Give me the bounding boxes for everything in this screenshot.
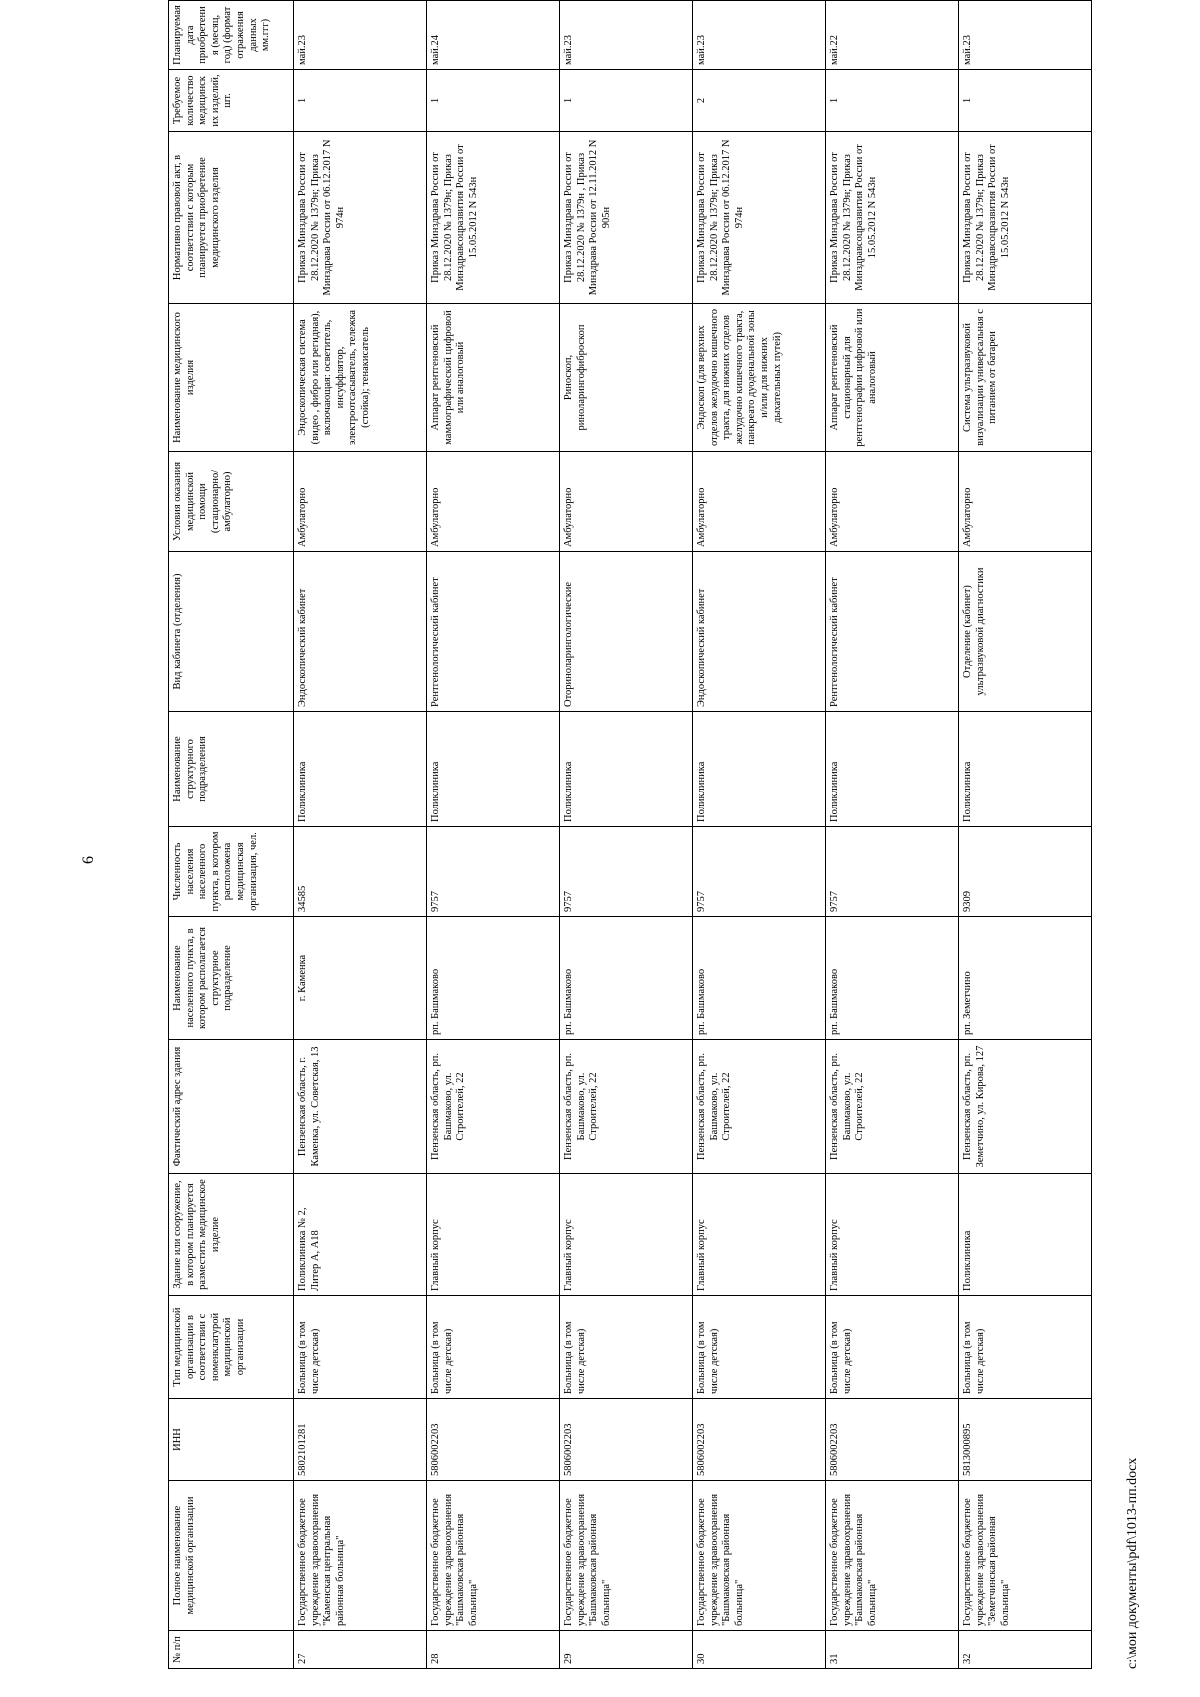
cell-unit: Поликлиника	[560, 712, 693, 827]
cell-device: Аппарат рентгеновский маммографический цифровой или аналоговый	[427, 304, 560, 452]
cell-org: Государственное бюджетное учреждение здравоохранения "Башмаковская районная больница"	[693, 1481, 826, 1631]
cell-act: Приказ Минздрава России от 28.12.2020 № 1379н; Приказ Минздрава России от 06.12.2017 N 974н	[693, 132, 826, 304]
cell-conditions: Амбулаторно	[826, 452, 959, 552]
cell-population: 9757	[560, 827, 693, 917]
equipment-table	[168, 0, 1092, 1669]
cell-qty: 1	[959, 70, 1092, 132]
header-device: Наименование медицинского изделия	[169, 304, 294, 452]
cell-building: Поликлиника № 2, Литер А, А18	[294, 1174, 427, 1296]
header-building: Здание или сооружение, в котором планируется разместить медицинское изделие	[169, 1174, 294, 1296]
cell-population: 9757	[693, 827, 826, 917]
cell-inn: 5806002203	[560, 1399, 693, 1481]
table-row	[693, 1, 826, 1669]
cell-population: 9757	[826, 827, 959, 917]
table-row	[959, 1, 1092, 1669]
cell-unit: Поликлиника	[693, 712, 826, 827]
cell-type: Больница (в том числе детская)	[959, 1296, 1092, 1399]
cell-type: Больница (в том числе детская)	[826, 1296, 959, 1399]
cell-inn: 5813000895	[959, 1399, 1092, 1481]
cell-locality: рп. Башмаково	[427, 917, 560, 1040]
cell-conditions: Амбулаторно	[294, 452, 427, 552]
cell-act: Приказ Минздрава России от 28.12.2020 № 1379н , Приказ Минздрава России от 12.11.2012 N 905н	[560, 132, 693, 304]
header-qty: Требуемое количество медицинских изделий, шт.	[169, 70, 294, 132]
table-row	[560, 1, 693, 1669]
cell-type: Больница (в том числе детская)	[294, 1296, 427, 1399]
cell-device: Риноскоп, риноларингофиброскоп	[560, 304, 693, 452]
cell-inn: 5806002203	[693, 1399, 826, 1481]
cell-date: май.23	[693, 1, 826, 70]
table-row	[294, 1, 427, 1669]
cell-population: 9757	[427, 827, 560, 917]
cell-unit: Поликлиника	[826, 712, 959, 827]
cell-address: Пензенская область, рп. Башмаково, ул. Строителей, 22	[826, 1040, 959, 1174]
cell-address: Пензенская область, рп. Башмаково, ул. Строителей, 22	[427, 1040, 560, 1174]
header-inn: ИНН	[169, 1399, 294, 1481]
cell-act: Приказ Минздрава России от 28.12.2020 № 1379н; Приказ Минздравсоцразвития России от 15.05.2012 N 543н	[826, 132, 959, 304]
cell-org: Государственное бюджетное учреждение здравоохранения "Каменская центральная районная больница"	[294, 1481, 427, 1631]
cell-inn: 5806002203	[826, 1399, 959, 1481]
cell-cabinet: Оториноларингологические	[560, 552, 693, 712]
cell-act: Приказ Минздрава России от 28.12.2020 № 1379н; Приказ Минздравсоцразвития России от 15.05.2012 N 543н	[427, 132, 560, 304]
cell-num: 28	[427, 1631, 560, 1669]
header-date: Планируемая дата приобретения (месяц, год) (формат отражения данных мм.ггг)	[169, 1, 294, 70]
header-act: Нормативно правовой акт, в соответствии с которым планируется приобретение медицинского изделия	[169, 132, 294, 304]
cell-conditions: Амбулаторно	[427, 452, 560, 552]
file-path-footer: c:\мои документы\pdf\1013-пп.docx	[1125, 1457, 1140, 1669]
cell-date: май.22	[826, 1, 959, 70]
cell-num: 31	[826, 1631, 959, 1669]
cell-date: май.23	[959, 1, 1092, 70]
table-row	[427, 1, 560, 1669]
cell-num: 32	[959, 1631, 1092, 1669]
cell-address: Пензенская область, г. Каменка, ул. Советская, 13	[294, 1040, 427, 1174]
cell-num: 27	[294, 1631, 427, 1669]
header-conditions: Условия оказания медицинской помощи (стационарно/ амбулаторно)	[169, 452, 294, 552]
cell-address: Пензенская область, рп. Башмаково, ул. Строителей, 22	[560, 1040, 693, 1174]
table-row	[826, 1, 959, 1669]
cell-type: Больница (в том числе детская)	[427, 1296, 560, 1399]
cell-unit: Поликлиника	[294, 712, 427, 827]
page-number: 6	[80, 856, 97, 864]
cell-qty: 1	[826, 70, 959, 132]
cell-building: Главный корпус	[826, 1174, 959, 1296]
cell-conditions: Амбулаторно	[693, 452, 826, 552]
cell-type: Больница (в том числе детская)	[693, 1296, 826, 1399]
cell-unit: Поликлиника	[959, 712, 1092, 827]
header-locality: Наименование населенного пункта, в котором располагается структурное подразделение	[169, 917, 294, 1040]
cell-conditions: Амбулаторно	[560, 452, 693, 552]
cell-qty: 1	[294, 70, 427, 132]
cell-date: май.23	[560, 1, 693, 70]
cell-locality: рп. Земетчино	[959, 917, 1092, 1040]
cell-act: Приказ Минздрава России от 28.12.2020 № 1379н; Приказ Минздравсоцразвития России от 15.05.2012 N 543н	[959, 132, 1092, 304]
cell-num: 30	[693, 1631, 826, 1669]
header-address: Фактический адрес здания	[169, 1040, 294, 1174]
cell-conditions: Амбулаторно	[959, 452, 1092, 552]
cell-org: Государственное бюджетное учреждение здравоохранения "Башмаковская районная больница"	[826, 1481, 959, 1631]
header-type: Тип медицинской организации в соответствии с номенклатурой медицинской организации	[169, 1296, 294, 1399]
table-header-row	[169, 1, 294, 1669]
cell-qty: 1	[427, 70, 560, 132]
cell-device: Эндоскопическая система (видео , фибро или регидная), включающая: осветитель, инсуффлятор, электроотсасыватель, тележка (стойка); тенакисатель	[294, 304, 427, 452]
header-population: Численность населения населенного пункта, в котором расположена медицинская организация, чел.	[169, 827, 294, 917]
cell-population: 34585	[294, 827, 427, 917]
cell-locality: г. Каменка	[294, 917, 427, 1040]
cell-cabinet: Рентгенологический кабинет	[826, 552, 959, 712]
cell-locality: рп. Башмаково	[826, 917, 959, 1040]
cell-date: май.24	[427, 1, 560, 70]
cell-locality: рп. Башмаково	[693, 917, 826, 1040]
cell-population: 9309	[959, 827, 1092, 917]
cell-device: Система ультразвуковой визуализации универсальная с питанием от батареи	[959, 304, 1092, 452]
cell-inn: 5802101281	[294, 1399, 427, 1481]
cell-cabinet: Эндоскопический кабинет	[294, 552, 427, 712]
cell-org: Государственное бюджетное учреждение здравоохранения "Башмаковская районная больница"	[427, 1481, 560, 1631]
cell-org: Государственное бюджетное учреждение здравоохранения "Башмаковская районная больница"	[560, 1481, 693, 1631]
cell-building: Главный корпус	[427, 1174, 560, 1296]
cell-cabinet: Эндоскопический кабинет	[693, 552, 826, 712]
cell-building: Главный корпус	[560, 1174, 693, 1296]
cell-act: Приказ Минздрава России от 28.12.2020 № 1379н; Приказ Минздрава России от 06.12.2017 N 974н	[294, 132, 427, 304]
header-org: Полное наименование медицинской организации	[169, 1481, 294, 1631]
cell-type: Больница (в том числе детская)	[560, 1296, 693, 1399]
cell-cabinet: Отделение (кабинет) ультразвуковой диагностики	[959, 552, 1092, 712]
cell-qty: 2	[693, 70, 826, 132]
cell-unit: Поликлиника	[427, 712, 560, 827]
cell-inn: 5806002203	[427, 1399, 560, 1481]
cell-building: Главный корпус	[693, 1174, 826, 1296]
header-cabinet: Вид кабинета (отделения)	[169, 552, 294, 712]
cell-address: Пензенская область, рп. Башмаково, ул. Строителей, 22	[693, 1040, 826, 1174]
cell-cabinet: Рентгенологический кабинет	[427, 552, 560, 712]
header-unit: Наименование структурного подразделения	[169, 712, 294, 827]
cell-org: Государственное бюджетное учреждение здравоохранения "Земетчинская районная больница"	[959, 1481, 1092, 1631]
cell-device: Эндоскоп (для верхних отделов желудочно кишечного тракта, для нижних отделов желудочно кишечного тракта, панкреато дуоденальной зоны и/или для нижних дыхательных путей)	[693, 304, 826, 452]
cell-date: май.23	[294, 1, 427, 70]
cell-qty: 1	[560, 70, 693, 132]
cell-device: Аппарат рентгеновский стационарный для рентгенографии цифровой или аналоговый	[826, 304, 959, 452]
cell-num: 29	[560, 1631, 693, 1669]
cell-building: Поликлиника	[959, 1174, 1092, 1296]
cell-locality: рп. Башмаково	[560, 917, 693, 1040]
header-num: № п/п	[169, 1631, 294, 1669]
cell-address: Пензенская область, рп. Земетчино, ул. Кирова, 127	[959, 1040, 1092, 1174]
